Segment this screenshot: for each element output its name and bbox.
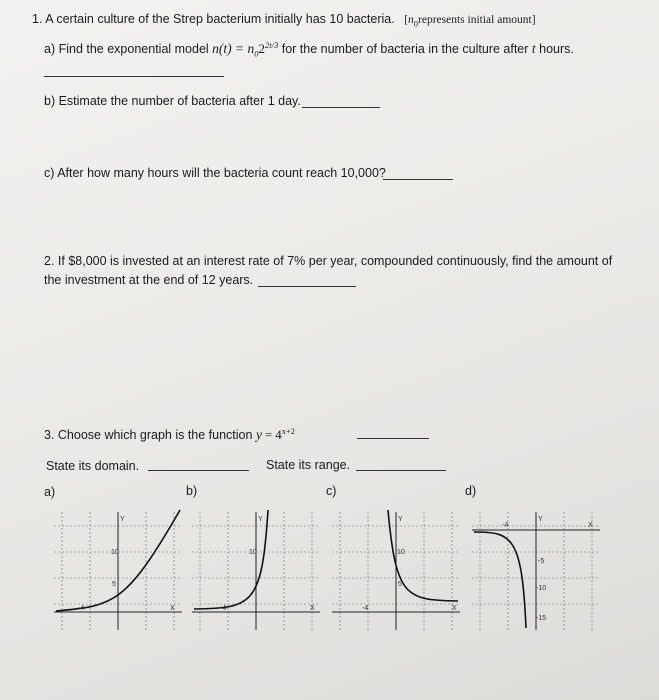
q1-note-sub: 0 — [413, 18, 419, 29]
graph-a-y-5: 5 — [112, 581, 116, 588]
q2-line2 — [44, 273, 253, 287]
q1c-line — [44, 166, 386, 180]
q1-note-bracket: [ — [404, 14, 409, 26]
graph-b[interactable] — [192, 508, 320, 630]
q1a-suffix: for the number of bacteria in the culture after — [278, 42, 532, 57]
q3-option-c[interactable] — [326, 484, 336, 498]
q3-prefix: 3. Choose which graph is the function — [44, 428, 256, 443]
graph-d-y-label: Y — [538, 516, 543, 523]
graph-c-svg — [332, 508, 460, 630]
q3-answer-blank[interactable] — [357, 438, 429, 439]
graph-b-x-label: X — [310, 605, 315, 612]
graph-d-y-neg10: -10 — [536, 585, 547, 592]
q1a-model-exp: 2t/3 — [265, 40, 279, 50]
graph-c-x-neg4: -4 — [362, 605, 369, 612]
graph-c[interactable] — [332, 508, 460, 630]
graph-b-x-neg4: -4 — [220, 605, 227, 612]
q3-option-b[interactable] — [186, 484, 197, 498]
q1-note-text: represents initial amount] — [418, 14, 536, 26]
graph-a-x-label: X — [170, 605, 175, 612]
q1a-model-base: 2 — [258, 41, 266, 57]
q1a-prefix: a) Find the exponential model — [44, 42, 213, 57]
q1b-text: b) Estimate the number of bacteria after 1 day. — [44, 94, 301, 108]
q1a-var: t — [531, 41, 536, 57]
q1-note-var: n — [408, 14, 414, 26]
q1b-answer-blank[interactable] — [302, 107, 380, 108]
graph-d-x-neg4: -4 — [502, 522, 509, 529]
q1a-end: hours. — [535, 42, 574, 57]
graph-b-curve — [194, 510, 268, 609]
q1a-answer-blank[interactable] — [44, 76, 224, 77]
q3-domain-text: State its domain. — [46, 459, 140, 473]
graph-c-y-label: Y — [398, 516, 403, 523]
graph-b-y-10: 10 — [249, 549, 257, 556]
graph-c-y-10: 10 — [397, 549, 405, 556]
q3-domain-label — [46, 459, 139, 473]
q3-func-exp: x+2 — [281, 426, 296, 436]
q3-option-c-label: c) — [326, 484, 337, 498]
q3-func-lhs: y — [255, 427, 262, 443]
graph-a-svg — [54, 508, 182, 630]
graph-a[interactable] — [54, 508, 182, 630]
q2-line2-text: the investment at the end of 12 years. — [44, 273, 254, 287]
q3-func-base: 4 — [275, 427, 282, 443]
q2-line1-text: 2. If $8,000 is invested at an interest rate of 7% per year, compounded continuously, find the amount of — [44, 254, 613, 268]
q1b-line — [44, 94, 301, 108]
graph-d-y-neg5: -5 — [538, 558, 545, 565]
q1-note — [404, 14, 536, 29]
graph-a-y-label: Y — [120, 516, 125, 523]
graph-d[interactable] — [472, 508, 600, 630]
graph-a-x-neg4: -4 — [78, 605, 85, 612]
q3-option-a[interactable] — [44, 485, 55, 499]
graph-c-x-label: X — [452, 605, 457, 612]
q1a-model-lhs: n(t) = n — [212, 41, 255, 57]
graph-a-y-10: 10 — [111, 549, 119, 556]
graph-d-svg — [472, 508, 600, 630]
q1-intro-text: 1. A certain culture of the Strep bacterium initially has 10 bacteria. — [32, 12, 395, 26]
q3-range-label — [266, 458, 350, 472]
graph-b-y-label: Y — [258, 516, 263, 523]
q3-line — [44, 426, 295, 443]
q2-line1 — [44, 254, 612, 268]
q1a-line — [44, 40, 574, 59]
q1-intro — [32, 12, 536, 28]
q2-answer-blank[interactable] — [258, 286, 356, 287]
q3-option-d[interactable] — [465, 484, 476, 498]
q1c-answer-blank[interactable] — [383, 179, 453, 180]
q3-range-blank[interactable] — [356, 470, 446, 471]
q3-option-a-label: a) — [44, 485, 56, 499]
graph-d-y-neg15: -15 — [536, 615, 547, 622]
q1c-text: c) After how many hours will the bacteria count reach 10,000? — [44, 166, 386, 180]
q3-option-d-label: d) — [465, 484, 477, 498]
graph-d-x-label: X — [588, 522, 593, 529]
q3-range-text: State its range. — [266, 458, 351, 472]
q3-option-b-label: b) — [186, 484, 198, 498]
q3-func-eq: = — [261, 428, 276, 443]
graph-c-y-5: 5 — [398, 581, 402, 588]
q3-domain-blank[interactable] — [148, 470, 249, 471]
graph-b-svg — [192, 508, 320, 630]
graph-d-curve — [474, 532, 526, 628]
q1a-model-sub: 0 — [254, 48, 259, 59]
